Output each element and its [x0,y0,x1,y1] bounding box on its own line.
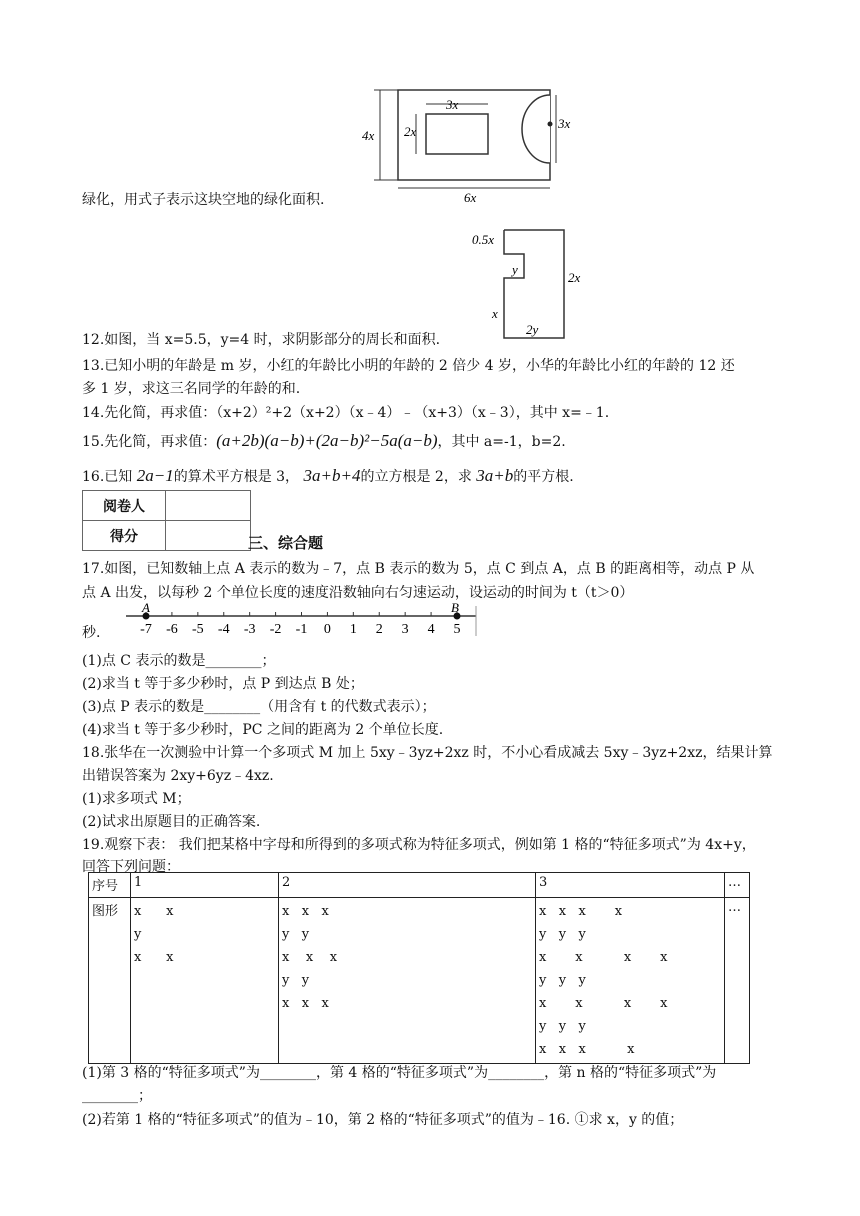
q15-prefix: 15.先化简，再求值： [82,434,217,450]
numberline-tick-label: -7 [140,622,152,637]
q14: 14.先化简，再求值：（x+2）²+2（x+2）（x﹣4）﹣（x+3）（x﹣3），其中 x=﹣1. [82,405,610,421]
grade-table [82,490,251,551]
grade-score-label: 得分 [83,521,166,551]
numberline-tick-label: 3 [401,622,409,637]
numberline-tick-label: 4 [427,622,435,637]
numberline-tick-label: 1 [349,622,357,637]
q12: 12.如图，当 x=5.5，y=4 时，求阴影部分的周长和面积. [82,332,441,348]
q16-suffix: 的平方根. [513,469,574,485]
numberline-tick-label: -4 [217,622,230,637]
numberline-tick-label: -6 [166,622,178,637]
numberline-tick-label: 2 [375,622,383,637]
number-line [126,602,478,638]
q19-sub1-line1: (1)第 3 格的“特征多项式”为________，第 4 格的“特征多项式”为________，第 n 格的“特征多项式”为 [82,1065,717,1081]
q19-sub2: (2)若第 1 格的“特征多项式”的值为﹣10，第 2 格的“特征多项式”的值为﹣16. ①求 x，y 的值； [82,1112,684,1128]
feat-cell-3-line: x x x x [539,950,668,965]
feat-cell-3-line: y y y [539,927,586,942]
feat-header-more: … [725,873,750,898]
section-title: 三、综合题 [248,534,324,552]
q16-expr-2: 3a+b+4 [303,466,361,485]
q16-mid-2: 的立方根是 2，求 [360,469,472,485]
fig1-label-3x-right: 3x [558,116,571,131]
q15-expression: (a+2b)(a−b)+(2a−b)²−5a(a−b) [216,431,438,450]
feat-cell-2 [279,898,536,1064]
feature-table [88,872,750,1064]
q15 [82,431,566,452]
feat-header-1: 1 [131,873,279,898]
grade-reviewer-cell [166,491,251,521]
fig2-label-2x: 2x [568,270,581,285]
feat-cell-1-line: x x [134,904,174,919]
feat-cell-2-line: x x x [282,996,329,1011]
numberline-tick-label: -2 [269,622,282,637]
feat-cell-3-line: y y y [539,1019,586,1034]
q17-sub4: (4)求当 t 等于多少秒时，PC 之间的距离为 2 个单位长度. [82,722,444,738]
feat-cell-2-line: x x x [282,950,338,965]
q13-line2: 多 1 岁，求这三名同学的年龄的和. [82,381,301,397]
fig1-label-3x-top: 3x [446,97,459,112]
feat-cell-2-line: y y [282,973,310,988]
numberline-tick-label: -3 [243,622,256,637]
numberline-tick-label: 0 [323,622,331,637]
feat-cell-3-line: x x x x [539,1042,635,1057]
feat-cell-1 [131,898,279,1064]
fig1-label-4x: 4x [362,128,375,143]
q18-sub2: (2)试求出原题目的正确答案. [82,814,261,830]
q13-line1: 13.已知小明的年龄是 m 岁，小红的年龄比小明的年龄的 2 倍少 4 岁，小华的年龄比小红的年龄的 12 还 [82,358,735,374]
q16 [82,466,574,487]
fig2-label-2y: 2y [526,322,539,337]
feat-cell-more: … [725,898,750,1064]
figure-l-shape [470,222,590,342]
q16-prefix: 16.已知 [82,469,133,485]
feat-cell-1-line: x x [134,950,174,965]
fig1-label-2x: 2x [404,124,417,139]
numberline-label-b: B [451,602,459,615]
q17-line1: 17.如图，已知数轴上点 A 表示的数为﹣7，点 B 表示的数为 5，点 C 到点 A，点 B 的距离相等，动点 P 从 [82,561,755,577]
q18-line2: 出错误答案为 2xy+6yz﹣4xz. [82,768,274,784]
feat-cell-3-line: x x x x [539,996,668,1011]
numberline-tick-label: -5 [191,622,204,637]
q19-sub1-line2: ________； [82,1088,152,1104]
grade-reviewer-label: 阅卷人 [83,491,166,521]
numberline-label-a: A [142,602,150,615]
q17-sub1: (1)点 C 表示的数是________； [82,653,276,669]
q17-line3: 秒. [82,625,101,641]
feat-header-index: 序号 [89,873,131,898]
feat-cell-3-line: y y y [539,973,586,988]
q16-expr-1: 2a−1 [136,466,174,485]
feat-cell-2-line: y y [282,927,310,942]
feat-row-label: 图形 [89,898,131,1064]
numberline-tick-label: 5 [453,622,461,637]
q15-suffix: ，其中 a=-1，b=2. [437,434,566,450]
q16-expr-3: 3a+b [476,466,514,485]
fig2-label-05x: 0.5x [472,232,495,247]
fig1-label-6x: 6x [464,190,477,204]
q17-sub3: (3)点 P 表示的数是________（用含有 t 的代数式表示）； [82,699,436,715]
feat-header-2: 2 [279,873,536,898]
numberline-tick-label: -1 [295,622,308,637]
fig2-label-x: x [492,306,498,321]
q19-line2: 回答下列问题： [82,859,180,875]
feat-cell-2-line: x x x [282,904,329,919]
q11-tail: 绿化，用式子表示这块空地的绿化面积. [82,192,325,208]
feat-cell-3-line: x x x x [539,904,623,919]
q18-line1: 18.张华在一次测验中计算一个多项式 M 加上 5xy﹣3yz+2xz 时，不小心看成减去 5xy﹣3yz+2xz，结果计算 [82,745,773,761]
q19-line1: 19.观察下表： 我们把某格中字母和所得到的多项式称为特征多项式，例如第 1 格的“特征多项式”为 4x+y， [82,837,756,853]
q16-mid-1: 的算术平方根是 3， [173,469,300,485]
fig2-label-y: y [512,262,518,277]
figure-garden [360,84,580,204]
grade-score-cell [166,521,251,551]
q17-line2: 点 A 出发，以每秒 2 个单位长度的速度沿数轴向右匀速运动，设运动的时间为 t（t＞0） [82,585,634,601]
feat-header-3: 3 [536,873,725,898]
q17-sub2: (2)求当 t 等于多少秒时，点 P 到达点 B 处； [82,676,364,692]
feat-cell-1-line: y [134,927,142,942]
feat-cell-3 [536,898,725,1064]
q18-sub1: (1)求多项式 M； [82,791,191,807]
